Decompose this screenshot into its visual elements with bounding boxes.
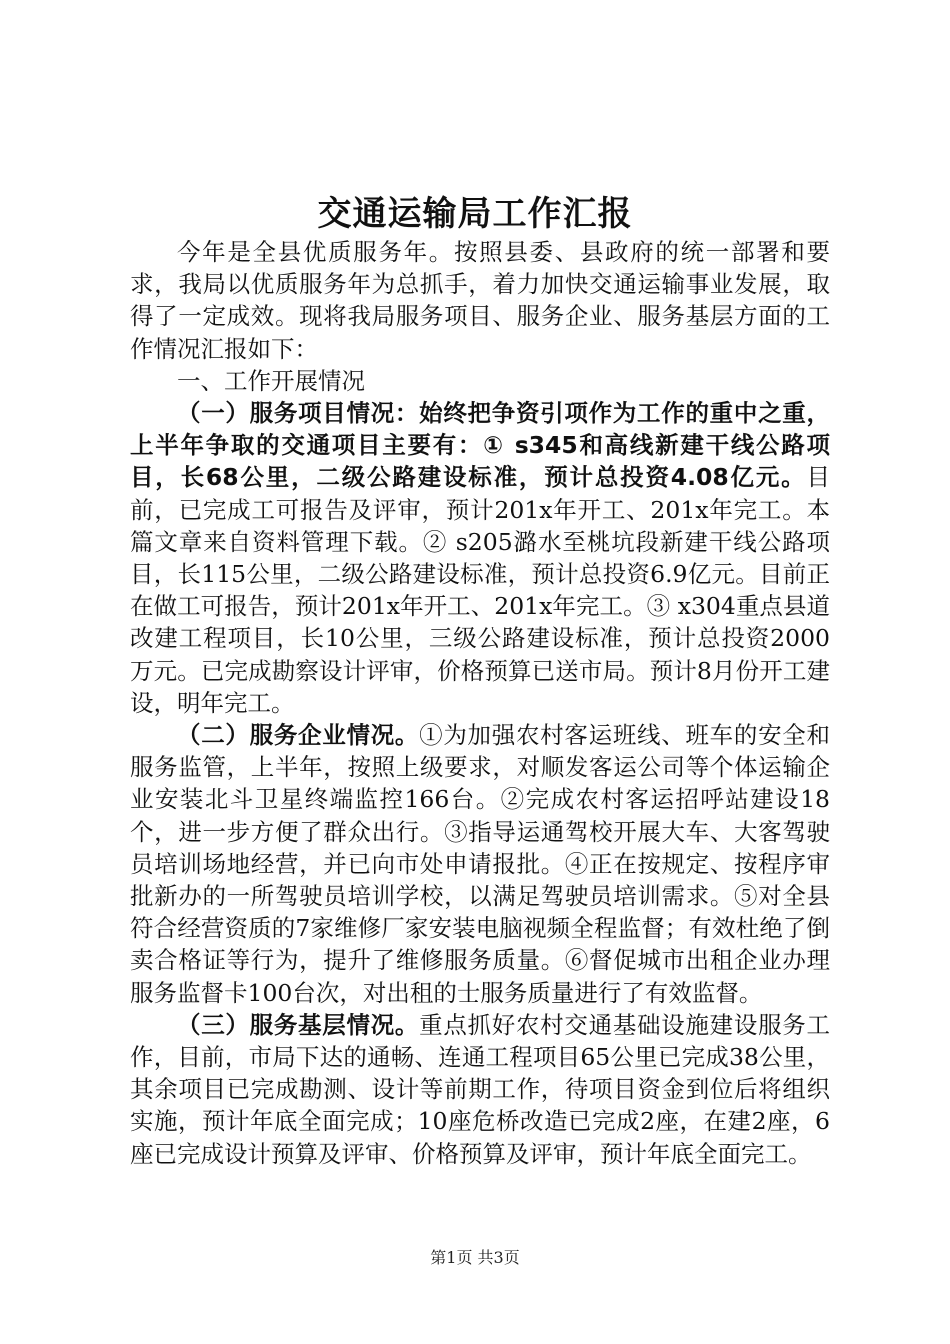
section-heading: 一、工作开展情况 (177, 366, 365, 395)
service-projects-body: 目前，已完成工可报告及评审，预计201x年开工、201x年完工。本篇文章来自资料管理下载。② s205潞水至桃坑段新建干线公路项目，长115公里，二级公路建设标准，预计总投资6.9亿元。目前正在做工可报告，预计201x年开工、201x年完工。③ x304重点县道改建工程项目，长10公里，三级公路建设标准，预计总投资2000万元。已完成勘察设计评审，价格预算已送市局。预计8月份开工建设，明年完工。 (130, 463, 830, 717)
service-enterprises-lead: （二）服务企业情况。 (177, 721, 420, 750)
service-enterprises-body: ①为加强农村客运班线、班车的安全和服务监管，上半年，按照上级要求，对顺发客运公司等个体运输企业安装北斗卫星终端监控166台。②完成农村客运招呼站建设18个，进一步方便了群众出行。③指导运通驾校开展大车、大客驾驶员培训场地经营，并已向市处申请报批。④正在按规定、按程序审批新办的一所驾驶员培训学校，以满足驾驶员培训需求。⑤对全县符合经营资质的7家维修厂家安装电脑视频全程监督；有效杜绝了倒卖合格证等行为，提升了维修服务质量。⑥督促城市出租企业办理服务监督卡100台次，对出租的士服务质量进行了有效监督。 (130, 721, 831, 1007)
service-grassroots-lead: （三）服务基层情况。 (177, 1010, 420, 1039)
service-grassroots-paragraph (130, 1009, 830, 1170)
service-projects-paragraph (130, 397, 830, 719)
service-enterprises-paragraph (130, 719, 830, 1009)
service-grassroots-body: 重点抓好农村交通基础设施建设服务工作，目前，市局下达的通畅、连通工程项目65公里已完成38公里，其余项目已完成勘测、设计等前期工作，待项目资金到位后将组织实施，预计年底全面完成；10座危桥改造已完成2座，在建2座，6座已完成设计预算及评审、价格预算及评审，预计年底全面完工。 (130, 1010, 831, 1168)
document-title: 交通运输局工作汇报 (317, 194, 633, 234)
intro-paragraph: 今年是全县优质服务年。按照县委、县政府的统一部署和要求，我局以优质服务年为总抓手，着力加快交通运输事业发展，取得了一定成效。现将我局服务项目、服务企业、服务基层方面的工作情况汇报如下： (130, 238, 830, 363)
page-number-footer: 第1页 共3页 (430, 1248, 520, 1267)
document-body (130, 236, 830, 1170)
service-projects-lead: （一）服务项目情况：始终把争资引项作为工作的重中之重，上半年争取的交通项目主要有：① s345和高线新建干线公路项目，长68公里，二级公路建设标准，预计总投资4.08亿元。 (130, 399, 830, 492)
